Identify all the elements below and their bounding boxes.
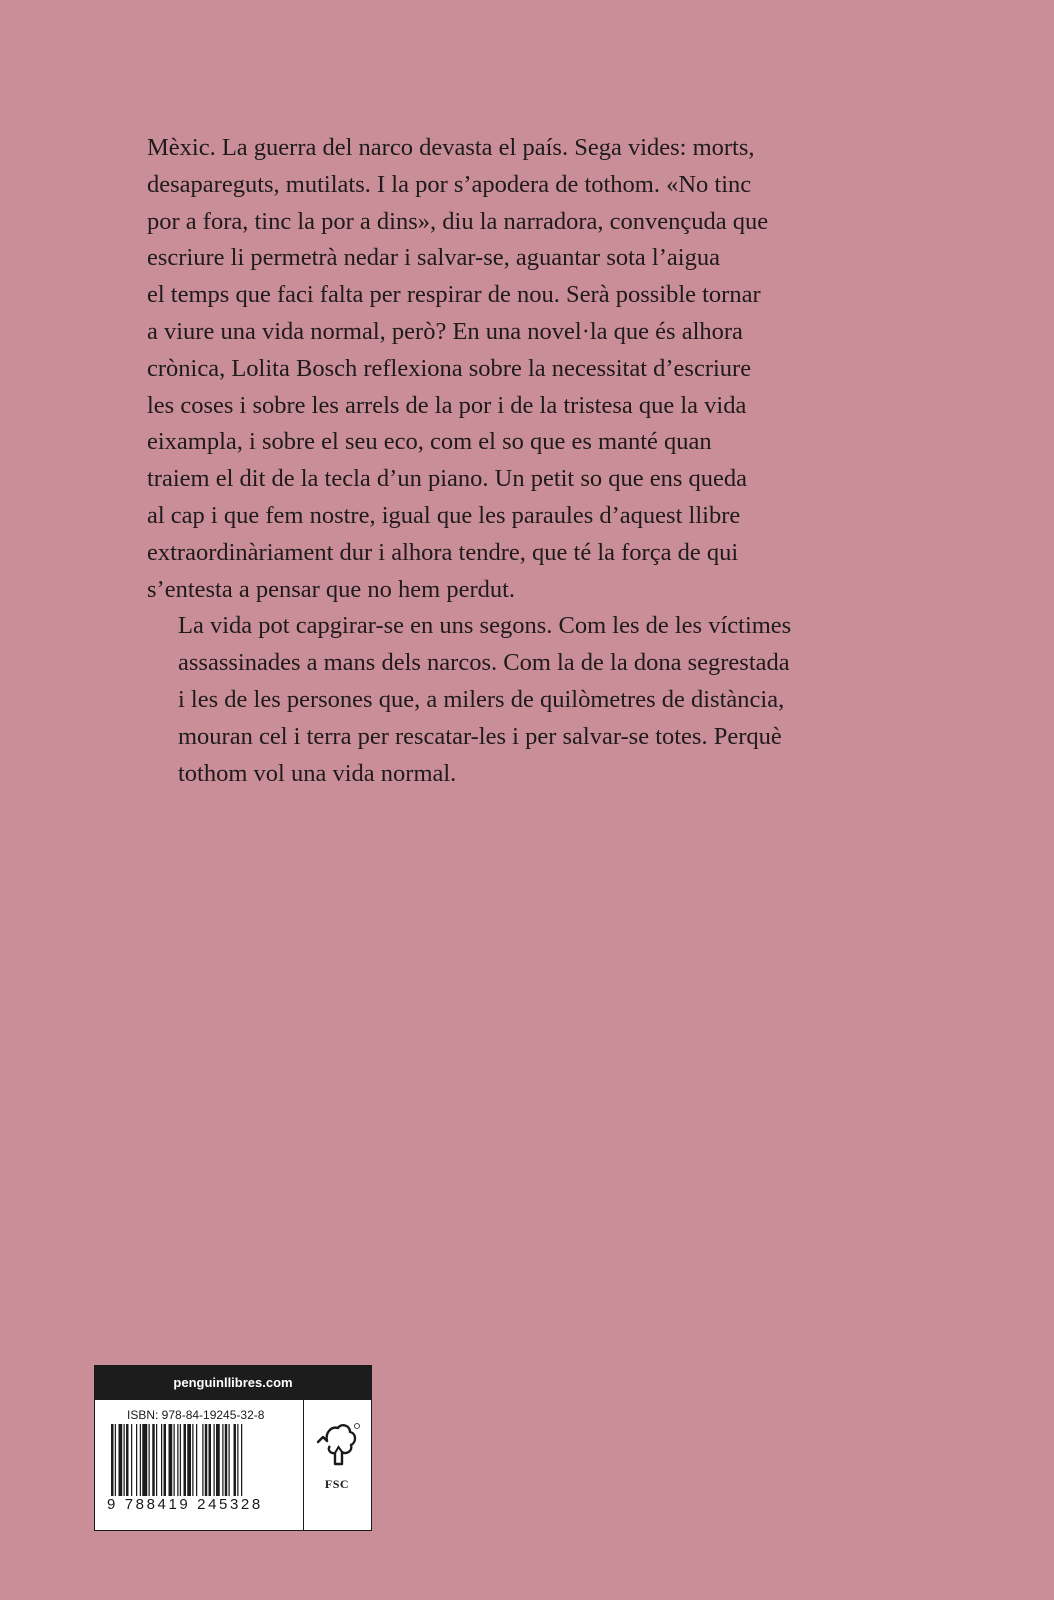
barcode-bar [229, 1424, 230, 1496]
blurb-line: Mèxic. La guerra del narco devasta el país. Sega vides: morts, [147, 134, 755, 161]
blurb-line: crònica, Lolita Bosch reflexiona sobre la necessitat d’escriure [147, 354, 752, 382]
barcode-bar [205, 1424, 208, 1496]
barcode-bar [177, 1424, 178, 1496]
blurb-line: les coses i sobre les arrels de la por i de la tristesa que la vida [147, 391, 747, 419]
back-cover-blurb [147, 130, 907, 792]
barcode-bar [214, 1424, 215, 1496]
barcode-bar [222, 1424, 223, 1496]
barcode-bar [234, 1424, 237, 1496]
barcode-bar [111, 1424, 114, 1496]
blurb-line: por a fora, tinc la por a dins», diu la narradora, convençuda que [147, 207, 769, 235]
blurb-line: i les de les persones que, a milers de quilòmetres de distància, [178, 685, 785, 713]
blurb-line: s’entesta a pensar que no hem perdut. [147, 575, 516, 603]
barcode-bar [136, 1424, 137, 1496]
barcode-bar [209, 1424, 212, 1496]
blurb-line: traiem el dit de la tecla d’un piano. Un petit so que ens queda [147, 465, 748, 493]
barcode-bar [140, 1424, 141, 1496]
barcode-bar [187, 1424, 191, 1496]
publisher-url: penguinllibres.com [95, 1366, 371, 1400]
barcode-bar [152, 1424, 155, 1496]
blurb-paragraph-1 [147, 130, 907, 608]
barcode-bar [115, 1424, 116, 1496]
barcode-bar [202, 1424, 203, 1496]
barcode-bar [126, 1424, 129, 1496]
blurb-line: assassinades a mans dels narcos. Com la de la dona segrestada [178, 649, 790, 677]
isbn-barcode-box [94, 1365, 372, 1531]
blurb-line: a viure una vida normal, però? En una novel·la que és alhora [147, 317, 743, 345]
barcode-bar [169, 1424, 173, 1496]
barcode-bar [131, 1424, 132, 1496]
fsc-tree-icon [313, 1420, 363, 1476]
barcode-bar [216, 1424, 220, 1496]
barcode-bar [164, 1424, 167, 1496]
barcode-bar [225, 1424, 228, 1496]
barcode-bar [161, 1424, 162, 1496]
barcode-bar [196, 1424, 197, 1496]
blurb-line: desapareguts, mutilats. I la por s’apodera de tothom. «No tinc [147, 170, 752, 198]
blurb-line: al cap i que fem nostre, igual que les paraules d’aquest llibre [147, 501, 741, 529]
barcode-bar [241, 1424, 242, 1496]
barcode-bar [184, 1424, 187, 1496]
barcode-bar [124, 1424, 125, 1496]
barcode-bar [237, 1424, 238, 1496]
barcode-bar [119, 1424, 123, 1496]
blurb-line: escriure li permetrà nedar i salvar-se, aguantar sota l’aigua [147, 244, 720, 272]
blurb-line: eixampla, i sobre el seu eco, com el so que es manté quan [147, 428, 712, 456]
barcode-bar [174, 1424, 175, 1496]
barcode-bars [111, 1424, 287, 1496]
blurb-line: extraordinàriament dur i alhora tendre, que té la força de qui [147, 538, 739, 566]
blurb-line: tothom vol una vida normal. [178, 759, 457, 787]
blurb-line: La vida pot capgirar-se en uns segons. Com les de les víctimes [178, 612, 792, 640]
barcode-bar [180, 1424, 181, 1496]
fsc-label: FSC [324, 1477, 350, 1491]
barcode-bar [192, 1424, 193, 1496]
barcode-bar [156, 1424, 157, 1496]
barcode-bar [149, 1424, 150, 1496]
fsc-area [303, 1400, 371, 1530]
blurb-paragraph-2 [147, 608, 907, 792]
barcode-bar [142, 1424, 147, 1496]
barcode-area [95, 1400, 304, 1530]
ean-digits: 9 788419 245328 [107, 1496, 263, 1513]
blurb-line: el temps que faci falta per respirar de nou. Serà possible tornar [147, 281, 761, 309]
isbn-number: ISBN: 978-84-19245-32-8 [127, 1408, 265, 1422]
blurb-line: mouran cel i terra per rescatar-les i per salvar-se totes. Perquè [178, 722, 782, 750]
